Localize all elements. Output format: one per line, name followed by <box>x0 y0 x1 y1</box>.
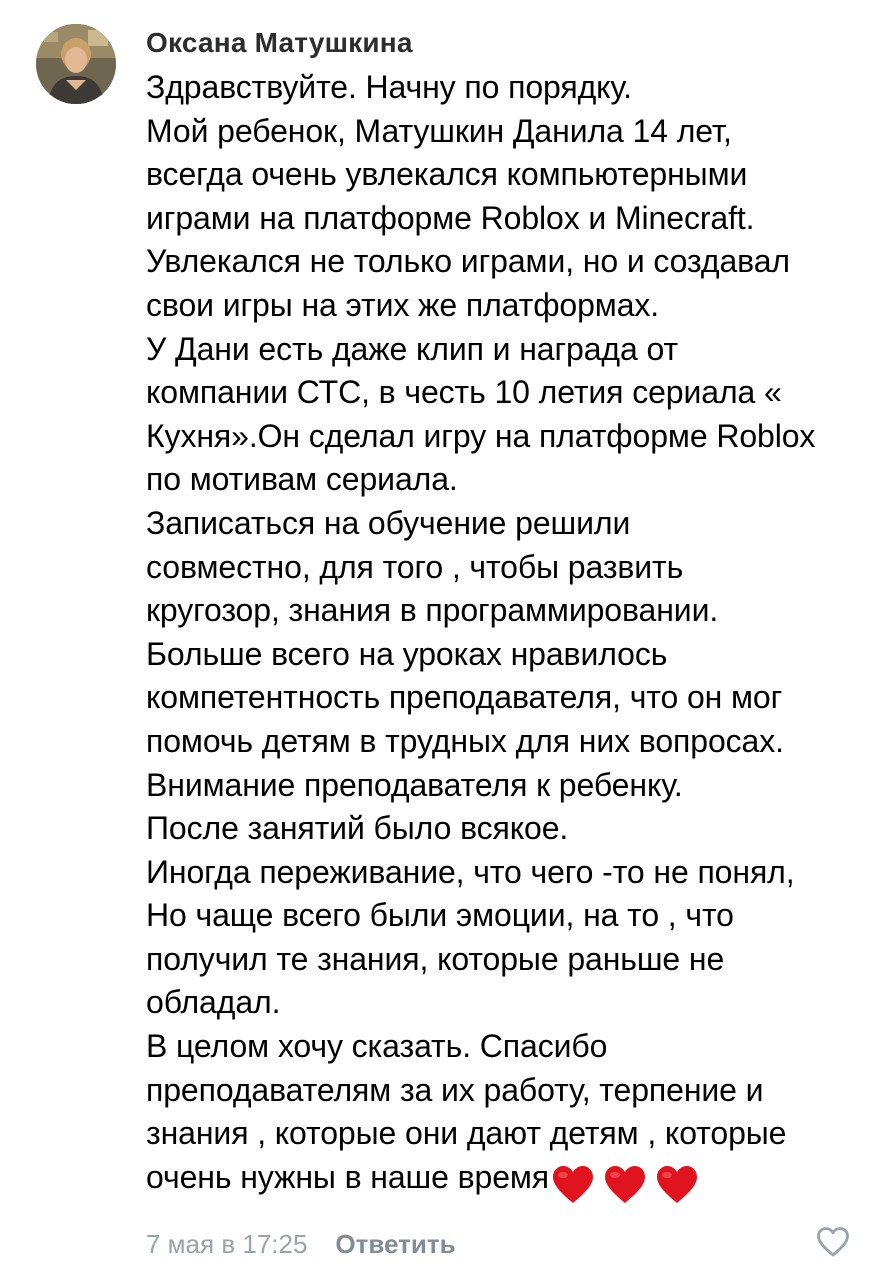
emoji-group <box>551 1162 707 1206</box>
comment-date[interactable]: 7 мая в 17:25 <box>146 1228 308 1259</box>
comment-text-line: Мой ребенок, Матушкин Данила 14 лет, <box>146 112 732 149</box>
comment-text-line: по мотивам сериала. <box>146 461 458 498</box>
comment-text-line: обладал. <box>146 984 281 1021</box>
comment-text-line: помочь детям в трудных для них вопросах. <box>146 722 784 759</box>
comment-text-line: Записаться на обучение решили <box>146 504 631 541</box>
comment-text-line: очень нужны в наше время <box>146 1158 550 1195</box>
comment-text-last-line <box>146 1156 866 1206</box>
comment-text-line: получил те знания, которые раньше не <box>146 940 725 977</box>
comment-text-line: Больше всего на уроках нравилось <box>146 635 668 672</box>
comment-text-line: совместно, для того , чтобы развить <box>146 548 684 585</box>
comment-text-line: Внимание преподавателя к ребенку. <box>146 766 683 803</box>
comment-text <box>146 66 866 1205</box>
reply-button[interactable]: Ответить <box>335 1228 456 1259</box>
comment-text-line: играми на платформе Roblox и Minecraft. <box>146 199 755 236</box>
comment-text-line: свои игры на этих же платформах. <box>146 286 660 323</box>
avatar-photo <box>36 24 116 104</box>
comment-text-line: В целом хочу сказать. Спасибо <box>146 1028 608 1065</box>
heart-icon <box>655 1165 699 1205</box>
comment-text-line: знания , которые они дают детям , которые <box>146 1115 787 1152</box>
like-heart-icon[interactable] <box>816 1226 850 1258</box>
comment-text-line: После занятий было всякое. <box>146 810 569 847</box>
heart-icon <box>551 1165 595 1205</box>
comment-text-line: У Дани есть даже клип и награда от <box>146 330 679 367</box>
comment-text-line: компетентность преподавателя, что он мог <box>146 679 783 716</box>
comment-author[interactable]: Оксана Матушкина <box>146 27 413 58</box>
comment-text-line: Увлекался не только играми, но и создавал <box>146 243 790 280</box>
comment-text-line: всегда очень увлекался компьютерными <box>146 156 748 193</box>
comment-text-line: Иногда переживание, что чего -то не понял, <box>146 853 795 890</box>
comment-text-line: Кухня».Он сделал игру на платформе Roblox <box>146 417 816 454</box>
comment-text-line: преподавателям за их работу, терпение и <box>146 1071 764 1108</box>
heart-icon <box>603 1165 647 1205</box>
comment-text-line: Здравствуйте. Начну по порядку. <box>146 69 632 105</box>
comment-text-line: кругозор, знания в программировании. <box>146 592 719 629</box>
comment-footer <box>146 1226 456 1262</box>
avatar[interactable] <box>36 24 116 104</box>
comment-text-line: компании СТС, в честь 10 летия сериала « <box>146 374 782 411</box>
comment-text-line: Но чаще всего были эмоции, на то , что <box>146 897 734 934</box>
